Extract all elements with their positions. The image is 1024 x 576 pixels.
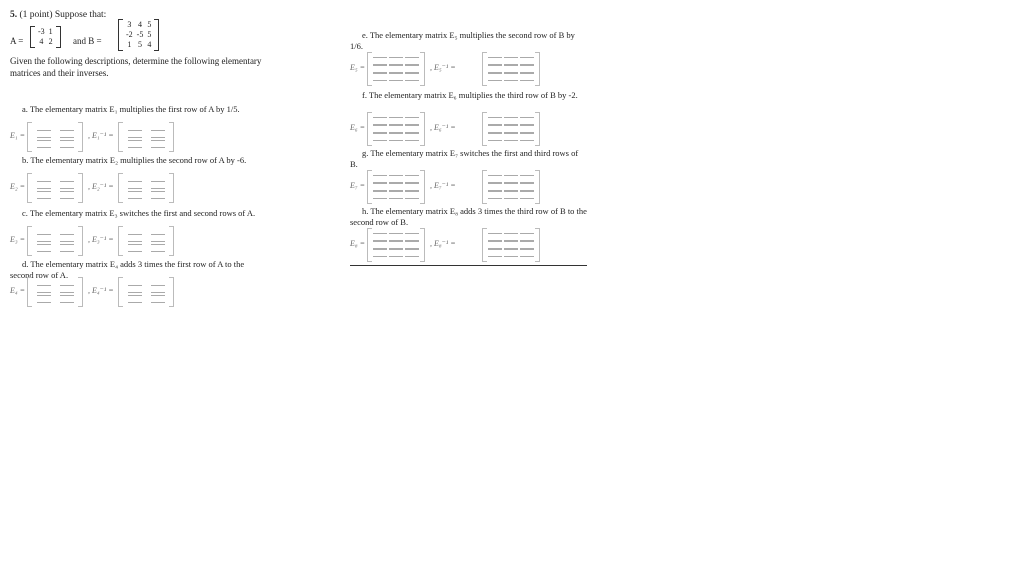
matrix-cell-input[interactable] [389,249,403,257]
matrix-cell-input[interactable] [520,175,534,183]
matrix-cell-input[interactable] [389,125,403,133]
matrix-cell-input[interactable] [488,175,502,183]
matrix-cell-input[interactable] [60,130,74,138]
matrix-cell-input[interactable] [373,73,387,81]
matrix-cell-input[interactable] [151,191,165,199]
matrix-cell-input[interactable] [373,125,387,133]
matrix-cell-input[interactable] [488,249,502,257]
inverse-matrix-label: , E₆⁻¹ = [430,123,456,132]
matrix-cell-input[interactable] [405,73,419,81]
matrix-cell-input[interactable] [520,241,534,249]
matrix-cell-input[interactable] [504,241,518,249]
matrix-cell-input[interactable] [488,233,502,241]
matrix-cell-input[interactable] [504,125,518,133]
matrix-bracket-right [56,26,61,48]
matrix-cell-input[interactable] [60,234,74,242]
problem-points: (1 point) [19,10,53,20]
part-a [10,104,265,140]
matrix-cell-input[interactable] [37,295,51,303]
matrix-cell-input[interactable] [504,233,518,241]
matrix-cell-input[interactable] [373,57,387,65]
matrix-a [30,26,61,48]
matrix-entry: 4 [138,20,142,29]
matrix-cell-input[interactable] [37,181,51,189]
matrix-cell-input[interactable] [389,65,403,73]
matrix-bracket-left [118,19,123,51]
matrix-cell-input[interactable] [37,285,51,293]
elementary-matrix-label: E₇ = [350,181,366,190]
matrix-cell-input[interactable] [520,183,534,191]
matrix-entry: -5 [136,30,144,39]
elementary-matrix-input[interactable] [27,277,83,307]
matrix-cell-input[interactable] [504,117,518,125]
and-b-label: and B = [73,36,102,46]
part-description: e. The elementary matrix E₅ multiplies the second row of B by 1/6. [350,30,575,51]
matrix-cell-input[interactable] [128,295,142,303]
matrix-cell-input[interactable] [37,130,51,138]
matrix-cell-input[interactable] [128,130,142,138]
matrix-cell-input[interactable] [520,191,534,199]
part-description: c. The elementary matrix E₃ switches the first and second rows of A. [22,208,256,218]
matrix-cell-input[interactable] [60,295,74,303]
matrix-cell-input[interactable] [504,183,518,191]
part-description: b. The elementary matrix E₂ multiplies the second row of A by -6. [22,155,247,165]
matrix-cell-input[interactable] [389,73,403,81]
matrix-cell-input[interactable] [405,65,419,73]
matrix-cell-input[interactable] [60,181,74,189]
matrix-cell-input[interactable] [405,249,419,257]
problem-header [10,10,106,20]
matrix-entry: 3 [127,20,132,29]
matrix-entry: -2 [126,30,133,39]
matrix-bracket-right [154,19,159,51]
matrix-cell-input[interactable] [128,140,142,148]
matrix-cell-input[interactable] [389,191,403,199]
inverse-matrix-label: , E₇⁻¹ = [430,181,456,190]
matrix-entry: -3 [38,27,45,36]
matrix-cell-input[interactable] [504,249,518,257]
elementary-matrix-label: E₆ = [350,123,366,132]
matrix-cell-input[interactable] [373,249,387,257]
matrix-cell-input[interactable] [151,130,165,138]
inverse-matrix-input[interactable] [482,170,540,204]
matrix-entry: 2 [48,37,53,46]
matrix-cell-input[interactable] [405,233,419,241]
problem-lead: Suppose that: [54,10,107,20]
part-description: h. The elementary matrix E₈ adds 3 times the third row of B to the second row of B. [350,206,587,227]
inverse-matrix-label: , E₈⁻¹ = [430,239,456,248]
inverse-matrix-label: , E₂⁻¹ = [88,182,114,191]
part-c [10,208,265,244]
part-g [350,148,587,190]
matrix-cell-input[interactable] [504,65,518,73]
inverse-matrix-input[interactable] [118,277,174,307]
elementary-matrix-label: E₅ = [350,63,366,72]
matrix-cell-input[interactable] [520,249,534,257]
matrix-cell-input[interactable] [151,181,165,189]
matrix-cell-input[interactable] [405,183,419,191]
matrix-cell-input[interactable] [488,65,502,73]
matrix-cell-input[interactable] [389,133,403,141]
part-description: g. The elementary matrix E₇ switches the first and third rows of B. [350,148,579,169]
inverse-matrix-label: , E₄⁻¹ = [88,286,114,295]
matrix-cell-input[interactable] [405,125,419,133]
matrix-cell-input[interactable] [151,285,165,293]
matrix-cell-input[interactable] [151,140,165,148]
matrix-cell-input[interactable] [128,181,142,189]
part-d [10,259,265,295]
elementary-matrix-label: E₄ = [10,286,26,295]
matrix-entry: 5 [147,20,152,29]
part-f [350,90,587,132]
inverse-matrix-input[interactable] [482,228,540,262]
elementary-matrix-label: E₈ = [350,239,366,248]
matrix-cell-input[interactable] [405,117,419,125]
inverse-matrix-input[interactable] [482,52,540,86]
matrix-cell-input[interactable] [389,233,403,241]
matrix-cell-input[interactable] [60,191,74,199]
matrix-cell-input[interactable] [373,175,387,183]
matrix-entry: 1 [48,27,53,36]
matrix-cell-input[interactable] [389,57,403,65]
inverse-matrix-label: , E₅⁻¹ = [430,63,456,72]
matrix-cell-input[interactable] [37,244,51,252]
inverse-matrix-input[interactable] [118,226,174,256]
matrix-cell-input[interactable] [405,175,419,183]
matrix-cell-input[interactable] [488,73,502,81]
matrix-cell-input[interactable] [151,244,165,252]
section-divider [350,265,587,266]
matrix-cell-input[interactable] [520,133,534,141]
elementary-matrix-input[interactable] [27,173,83,203]
matrix-cell-input[interactable] [37,191,51,199]
matrix-cell-input[interactable] [389,241,403,249]
matrix-cell-input[interactable] [128,244,142,252]
matrix-a-label: A = [10,36,24,46]
matrix-cell-input[interactable] [389,175,403,183]
matrix-cell-input[interactable] [37,140,51,148]
matrix-cell-input[interactable] [504,57,518,65]
matrix-bracket-left [30,26,35,48]
matrix-cell-input[interactable] [373,133,387,141]
matrix-cell-input[interactable] [373,117,387,125]
matrix-cell-input[interactable] [488,183,502,191]
matrix-entry: 4 [39,37,44,46]
matrix-cell-input[interactable] [60,244,74,252]
matrix-cell-input[interactable] [520,57,534,65]
part-h [350,206,587,248]
matrix-cell-input[interactable] [488,125,502,133]
inverse-matrix-input[interactable] [482,112,540,146]
matrix-cell-input[interactable] [520,73,534,81]
matrix-entry: 1 [127,40,132,49]
matrix-cell-input[interactable] [151,295,165,303]
matrix-cell-input[interactable] [405,241,419,249]
elementary-matrix-input[interactable] [27,226,83,256]
matrix-cell-input[interactable] [504,73,518,81]
matrix-cell-input[interactable] [520,233,534,241]
inverse-matrix-input[interactable] [118,122,174,152]
inverse-matrix-label: , E₁⁻¹ = [88,131,114,140]
matrix-cell-input[interactable] [373,183,387,191]
elementary-matrix-label: E₁ = [10,131,26,140]
matrix-cell-input[interactable] [405,191,419,199]
matrix-cell-input[interactable] [373,233,387,241]
matrix-cell-input[interactable] [520,65,534,73]
part-description: a. The elementary matrix E₁ multiplies the first row of A by 1/5. [22,104,240,114]
matrix-cell-input[interactable] [488,57,502,65]
part-b [10,155,265,191]
matrix-cell-input[interactable] [504,191,518,199]
inverse-matrix-input[interactable] [118,173,174,203]
matrix-cell-input[interactable] [504,175,518,183]
matrix-cell-input[interactable] [405,133,419,141]
matrix-cell-input[interactable] [504,133,518,141]
matrix-cell-input[interactable] [128,285,142,293]
part-description: d. The elementary matrix E₄ adds 3 times the first row of A to the second row of A. [10,259,245,280]
matrix-cell-input[interactable] [128,234,142,242]
matrix-cell-input[interactable] [488,241,502,249]
elementary-matrix-input[interactable] [367,170,425,204]
matrix-cell-input[interactable] [520,117,534,125]
elementary-matrix-label: E₂ = [10,182,26,191]
matrix-cell-input[interactable] [60,140,74,148]
matrix-cell-input[interactable] [373,241,387,249]
matrix-cell-input[interactable] [389,183,403,191]
matrix-entry: 5 [138,40,142,49]
elementary-matrix-input[interactable] [367,228,425,262]
matrix-cell-input[interactable] [60,285,74,293]
matrix-cell-input[interactable] [488,191,502,199]
matrix-cell-input[interactable] [373,65,387,73]
elementary-matrix-input[interactable] [367,112,425,146]
elementary-matrix-input[interactable] [367,52,425,86]
matrix-cell-input[interactable] [488,117,502,125]
inverse-matrix-label: , E₃⁻¹ = [88,235,114,244]
problem-intro: Given the following descriptions, determine the following elementary matrices and their inverses. [10,56,262,78]
problem-number: 5. [10,10,18,20]
matrix-entry: 5 [147,30,152,39]
matrix-cell-input[interactable] [373,191,387,199]
part-e [350,30,587,72]
elementary-matrix-input[interactable] [27,122,83,152]
part-description: f. The elementary matrix E₆ multiplies the third row of B by -2. [362,90,578,100]
matrix-cell-input[interactable] [151,234,165,242]
matrix-entry: 4 [147,40,152,49]
matrix-cell-input[interactable] [37,234,51,242]
matrix-cell-input[interactable] [520,125,534,133]
elementary-matrix-label: E₃ = [10,235,26,244]
matrix-cell-input[interactable] [389,117,403,125]
matrix-cell-input[interactable] [488,133,502,141]
matrix-b [118,19,159,51]
matrix-cell-input[interactable] [405,57,419,65]
matrix-cell-input[interactable] [128,191,142,199]
